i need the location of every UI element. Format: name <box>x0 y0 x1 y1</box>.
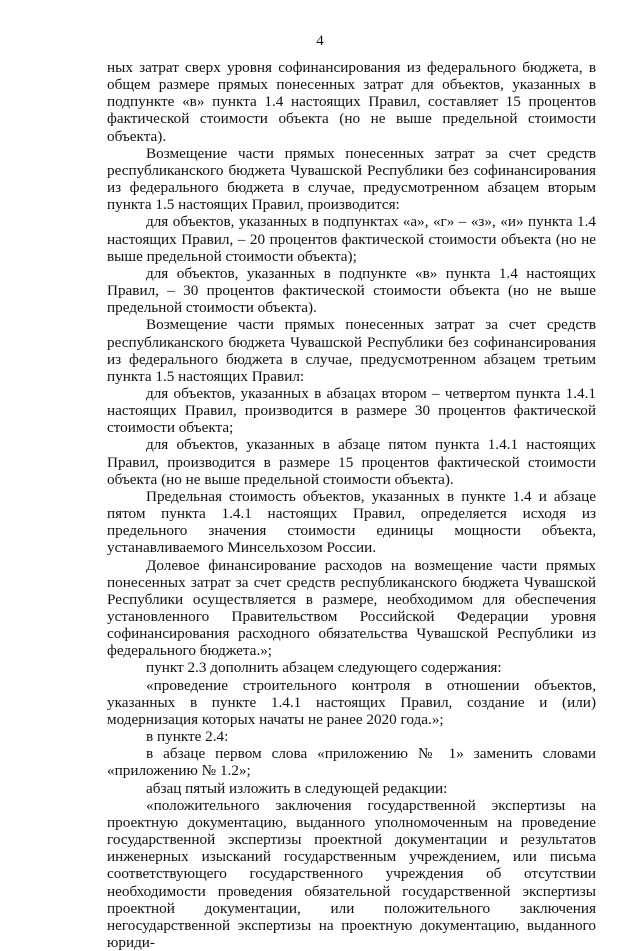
paragraph-1: ных затрат сверх уровня софинансирования из федерального бюджета, в общем размере прямых понесенных затрат для объектов, указанных в подпункте «в» пункта 1.4 настоящих Правил, составляет 15 процентов фактической стоимости объекта (но не выше предельной стоимости объекта). <box>107 59 596 145</box>
paragraph-5: Возмещение части прямых понесенных затрат за счет средств республиканского бюджета Чувашской Республики без софинансирования из федерального бюджета в случае, предусмотренном абзацем третьим пункта 1.5 настоящих Правил: <box>107 316 596 385</box>
paragraph-8: Предельная стоимость объектов, указанных в пункте 1.4 и абзаце пятом пункта 1.4.1 настоящих Правил, определяется исходя из предельного значения стоимости единицы мощности объекта, устанавливаемого Минсельхозом России. <box>107 487 596 557</box>
paragraph-3: для объектов, указанных в подпунктах «а», «г» – «з», «и» пункта 1.4 настоящих Правил, – 20 процентов фактической стоимости объекта (но не выше предельной стоимости объекта); <box>107 213 596 265</box>
paragraph-9: Долевое финансирование расходов на возмещение части прямых понесенных затрат за счет средств республиканского бюджета Чувашской Республики осуществляется в размере, необходимом для обеспечения установленного Правительством Российской Федерации уровня софинансирования расходного обязательства Чувашской Республики из федерального бюджета.»; <box>107 556 596 660</box>
paragraph-6: для объектов, указанных в абзацах втором – четвертом пункта 1.4.1 настоящих Правил, производится в размере 30 процентов фактической стоимости объекта; <box>107 384 596 437</box>
paragraph-2: Возмещение части прямых понесенных затрат за счет средств республиканского бюджета Чувашской Республики без софинансирования из федерального бюджета в случае, предусмотренном абзацем вторым пункта 1.5 настоящих Правил, производится: <box>107 144 596 214</box>
paragraph-15: «положительного заключения государственной экспертизы на проектную документацию, выданного уполномоченным на проведение государственной экспертизы проектной документации и результатов инженерных изысканий государственным учреждением, или письма соответствующего государственного учреждения об отсутствии необходимости проведения обязательной государственной экспертизы проектной документации, или положительного заключения негосударственной экспертизы на проектную документацию, выданного юриди- <box>107 796 596 951</box>
paragraph-7: для объектов, указанных в абзаце пятом пункта 1.4.1 настоящих Правил, производится в размере 15 процентов фактической стоимости объекта (но не выше предельной стоимости объекта). <box>107 436 596 488</box>
document-body <box>107 59 596 951</box>
paragraph-14: абзац пятый изложить в следующей редакции: <box>146 779 448 797</box>
paragraph-13: в абзаце первом слова «приложению № 1» заменить словами «приложению № 1.2»; <box>107 745 596 780</box>
page-number: 4 <box>316 33 324 49</box>
paragraph-10: пункт 2.3 дополнить абзацем следующего содержания: <box>146 659 502 677</box>
paragraph-11: «проведение строительного контроля в отношении объектов, указанных в пункте 1.4.1 настоящих Правил, создание и (или) модернизация которых начаты не ранее 2020 года.»; <box>107 676 596 728</box>
paragraph-12: в пункте 2.4: <box>146 728 229 746</box>
paragraph-4: для объектов, указанных в подпункте «в» пункта 1.4 настоящих Правил, – 30 процентов фактической стоимости объекта (но не выше предельной стоимости объекта). <box>107 264 596 317</box>
